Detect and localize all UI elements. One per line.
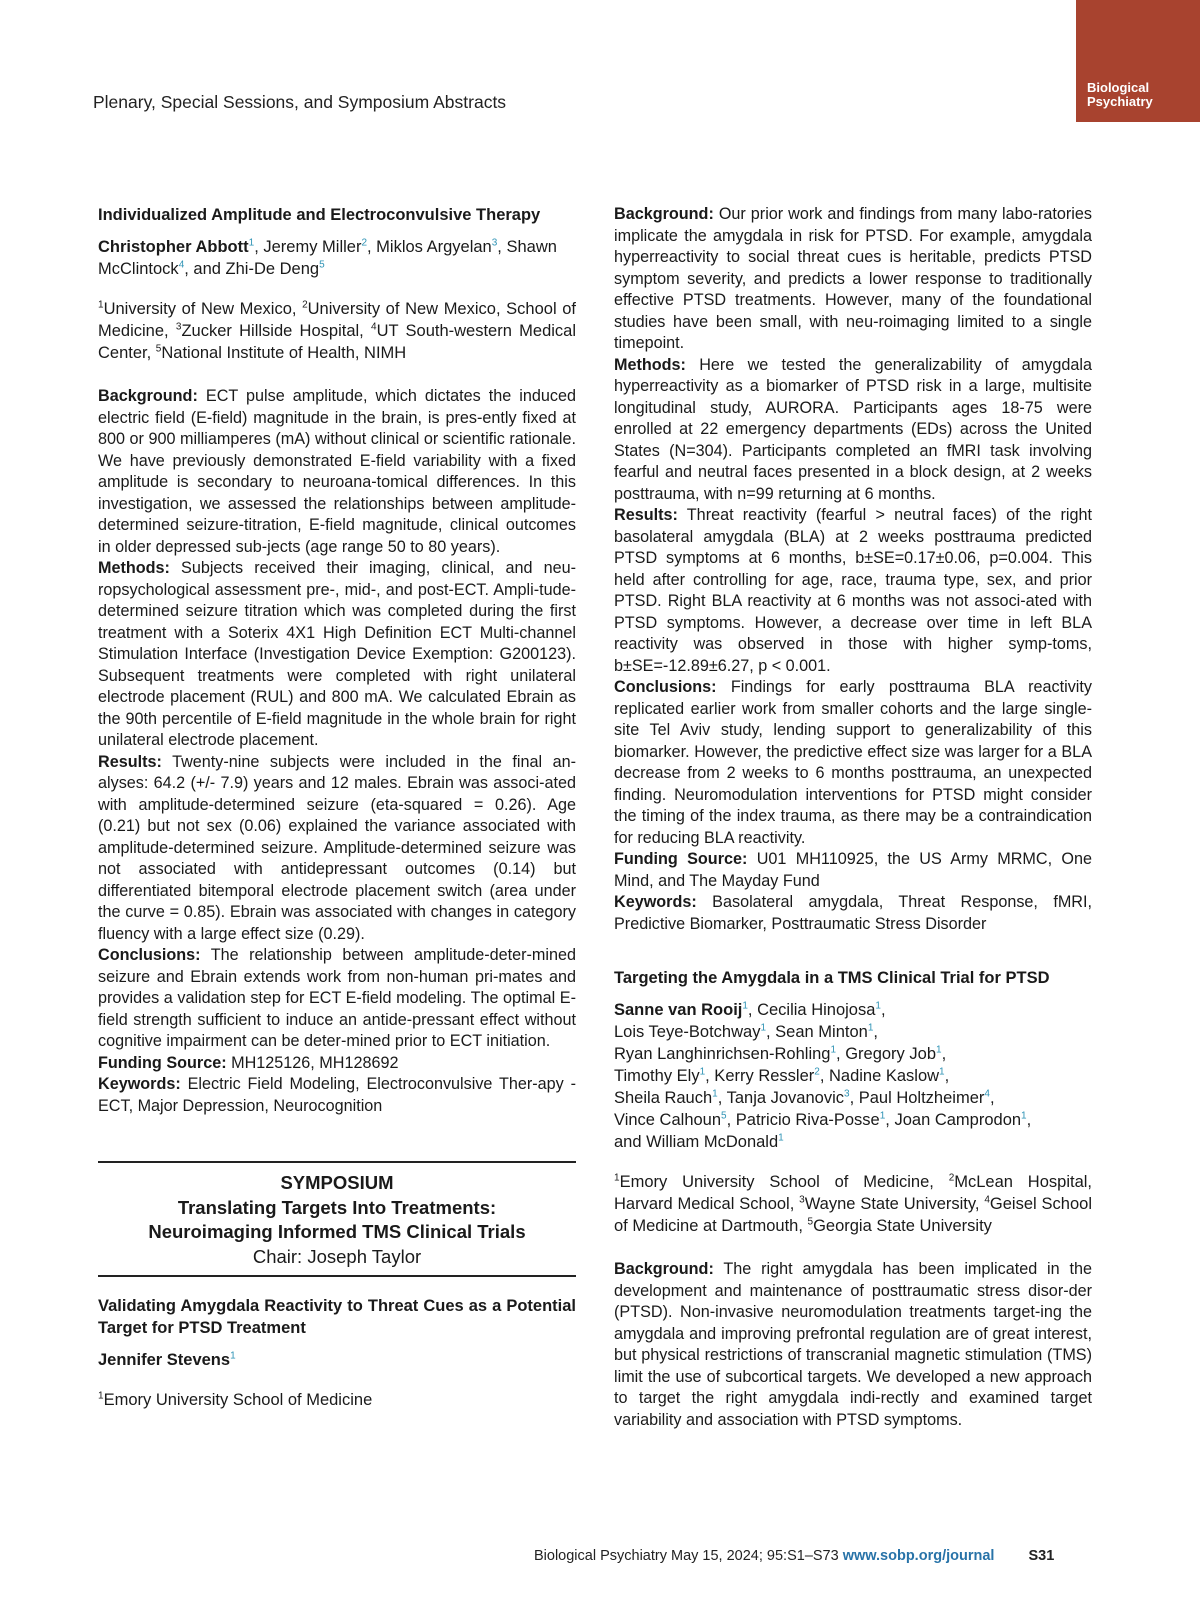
- section-label: Keywords:: [614, 893, 697, 911]
- section-text: Findings for early posttrauma BLA reactivity replicated earlier work from smaller cohorts and the large single-site Tel Aviv study, lending support to generalizability of this biomarker. However, the predictive effect size was larger for a BLA decrease from 2 weeks to 6 months posttrauma, an unexpected finding. Neuromodulation interventions for PTSD might consider the timing of the index trauma, as there may be a contraindication for reducing BLA reactivity.: [614, 678, 1092, 847]
- abstract-funding: [614, 849, 1092, 892]
- abstract-body: [614, 1259, 1092, 1431]
- section-label: Conclusions:: [98, 946, 201, 964]
- affiliations: $^1$Emory University School of Medicine: [98, 1390, 373, 1409]
- section-text: Here we tested the generalizability of amygdala hyperreactivity as a biomarker of PTSD risk in a large, multisite longitudinal study, AURORA. Participants ages 18-75 were enrolled at 22 emergency departments (EDs) across the United States (N=304). Participants completed an fMRI task involving fearful and neutral faces presented in a block design, at 2 weeks posttrauma, with n=99 returning at 6 months.: [614, 355, 1092, 503]
- journal-logo-tab: [1076, 0, 1200, 122]
- abstract-background: [98, 386, 576, 558]
- section-label: Funding Source:: [614, 850, 748, 868]
- abstract-body: [98, 386, 576, 1117]
- section-text: Twenty-nine subjects were included in the final an-alyses: 64.2 (+/- 7.9) years and 12 males. Ebrain was associ-ated with amplitude-determined seizure (eta-squared = 0.26). Age (0.21) but not sex (0.06) explained the variance associated with amplitude-determined seizure. Amplitude-determined seizure was not associated with antidepressant outcomes (0.14) but differentiated bitemporal electrode placement switch (area under the curve = 0.85). Ebrain was associated with changes in category fluency with a large effect size (0.29).: [98, 752, 576, 943]
- page-number: S31: [1028, 1548, 1055, 1564]
- journal-citation: Biological Psychiatry May 15, 2024; 95:S1–S73: [534, 1548, 839, 1564]
- author-list: Christopher Abbott$^1$, Jeremy Miller$^2$, Miklos Argyelan$^3$, Shawn McClintock$^4$, and Zhi-De Deng$^5$: [98, 237, 557, 278]
- section-text: Our prior work and findings from many labo-ratories implicate the amygdala in risk for PTSD. For example, amygdala hyperreactivity to social threat cues is heritable, predicts PTSD symptom severity, and predicts a lower response to traditionally effective PTSD treatments. However, many of the foundational studies have been small, with neu-roimaging limited to a single timepoint.: [614, 205, 1092, 352]
- section-text: The right amygdala has been implicated in the development and maintenance of posttraumatic stress disor-der (PTSD). Non-invasive neuromodulation treatments target-ing the amygdala and improving prefrontal regulation are of great interest, but physical restrictions of transcranial magnetic stimulation (TMS) limit the use of subcortical targets. We developed a new approach to target the right amygdala indi-rectly and examined target variability and association with PTSD symptoms.: [614, 1260, 1092, 1429]
- affiliations: $^1$University of New Mexico, $^2$University of New Mexico, School of Medicine, $^3$Zucker Hillside Hospital, $^4$UT South-western Medical Center, $^5$National Institute of Health, NIMH: [98, 299, 577, 362]
- affiliations: $^1$Emory University School of Medicine, $^2$McLean Hospital, Harvard Medical School, $^3$Wayne State University, $^4$Geisel School of Medicine at Dartmouth, $^5$Georgia State University: [614, 1172, 1093, 1235]
- section-text: Threat reactivity (fearful > neutral faces) of the right basolateral amygdala (BLA) at 2 weeks posttrauma predicted PTSD symptoms at 6 months, b±SE=0.17±0.06, p=0.004. This held after controlling for age, race, trauma type, sex, and prior PTSD. Right BLA reactivity at 6 months was not associ-ated with PTSD symptoms. However, a decrease over time in left BLA reactivity was observed in those with higher symp-toms, b±SE=-12.89±6.27, p < 0.001.: [614, 506, 1092, 675]
- section-text: Subjects received their imaging, clinical, and neu-ropsychological assessment pre-, mid-, and post-ECT. Ampli-tude-determined seizure titration which was completed during the first treatment with a Soterix 4X1 High Definition ECT Multi-channel Stimulation Interface (Investigation Device Exemption: G200123). Subsequent treatments were completed with right unilateral electrode placement (RUL) and 800 mA. We calculated Ebrain as the 90th percentile of E-field magnitude in the whole brain for right unilateral electrode placement.: [98, 559, 576, 749]
- section-label: Keywords:: [98, 1075, 181, 1093]
- section-label: Background:: [614, 1260, 714, 1278]
- article-title: Targeting the Amygdala in a TMS Clinical Trial for PTSD: [614, 969, 1050, 987]
- author-list: Sanne van Rooij$^1$, Cecilia Hinojosa$^1$, Lois Teye-Botchway$^1$, Sean Minton$^1$, Ryan Langhinrichsen-Rohling$^1$, Gregory Job$^1$, Timothy Ely$^1$, Kerry Ressler$^2$, Nadine Kaslow$^1$, Sheila Rauch$^1$, Tanja Jovanovic$^3$, Paul Holtzheimer$^4$, Vince Calhoun$^5$, Patricio Riva-Posse$^1$, Joan Camprodon$^1$, and William McDonald$^1$: [614, 1000, 1032, 1151]
- abstract-methods: [98, 558, 576, 752]
- symposium-header: [98, 1161, 576, 1277]
- section-label: Background:: [614, 205, 714, 223]
- article-title: Validating Amygdala Reactivity to Threat Cues as a Potential Target for PTSD Treatment: [98, 1297, 576, 1337]
- abstract-background: [614, 1259, 1092, 1431]
- section-label: Results:: [98, 752, 162, 771]
- journal-name-line2: Psychiatry: [1087, 94, 1153, 109]
- symposium-title-line2: Neuroimaging Informed TMS Clinical Trials: [148, 1221, 526, 1242]
- abstract-keywords: [98, 1074, 576, 1117]
- abstract-methods: [614, 355, 1092, 506]
- section-text: ECT pulse amplitude, which dictates the induced electric field (E-field) magnitude in the brain, is pres-ently fixed at 800 or 900 milliamperes (mA) without clinical or scientific rationale. We have previously demonstrated E-field variability with a fixed amplitude is secondary to neuroana-tomical differences. In this investigation, we assessed the relationships between amplitude-determined seizure-titration, E-field magnitude, clinical outcomes in older depressed sub-jects (age range 50 to 80 years).: [98, 387, 576, 556]
- symposium-chair: Chair: Joseph Taylor: [252, 1245, 422, 1267]
- abstract-results: [98, 752, 576, 946]
- abstract-background: [614, 204, 1092, 355]
- symposium-title-line1: Translating Targets Into Treatments:: [177, 1196, 497, 1218]
- abstract-funding: [98, 1053, 576, 1075]
- section-label: Results:: [614, 506, 678, 524]
- right-column: [614, 204, 1092, 1431]
- journal-url-link[interactable]: www.sobp.org/journal: [842, 1548, 995, 1564]
- section-label: Methods:: [614, 355, 686, 374]
- running-head: Plenary, Special Sessions, and Symposium Abstracts: [93, 92, 507, 112]
- author-list: Jennifer Stevens$^1$: [98, 1350, 236, 1369]
- abstract-body: [614, 204, 1092, 935]
- section-label: Background:: [98, 387, 198, 405]
- section-label: Conclusions:: [614, 678, 717, 696]
- section-text: U01 MH110925, the US Army MRMC, One Mind, and The Mayday Fund: [614, 850, 1093, 890]
- symposium-heading: SYMPOSIUM: [280, 1172, 394, 1193]
- left-column: [98, 204, 576, 1433]
- abstract-results: [614, 505, 1092, 677]
- section-label: Methods:: [98, 559, 170, 577]
- section-label: Funding Source:: [98, 1053, 227, 1072]
- abstract-keywords: [614, 892, 1092, 935]
- abstract-conclusions: [614, 677, 1092, 849]
- section-text: Basolateral amygdala, Threat Response, fMRI, Predictive Biomarker, Posttraumatic Stress Disorder: [614, 893, 1092, 933]
- abstract-conclusions: [98, 945, 576, 1053]
- page-footer: [534, 1548, 1054, 1564]
- journal-name-line1: Biological: [1087, 80, 1150, 95]
- section-text: The relationship between amplitude-deter-mined seizure and Ebrain extends work from non-human pri-mates and provides a validation step for ECT E-field modeling. The optimal E-field strength sufficient to induce an antide-pressant effect without cognitive impairment can be deter-mined prior to ECT initiation.: [98, 946, 576, 1050]
- section-text: MH125126, MH128692: [231, 1053, 399, 1072]
- section-text: Electric Field Modeling, Electroconvulsive Ther-apy - ECT, Major Depression, Neurocognition: [98, 1075, 576, 1115]
- article-title: Individualized Amplitude and Electroconvulsive Therapy: [98, 206, 541, 224]
